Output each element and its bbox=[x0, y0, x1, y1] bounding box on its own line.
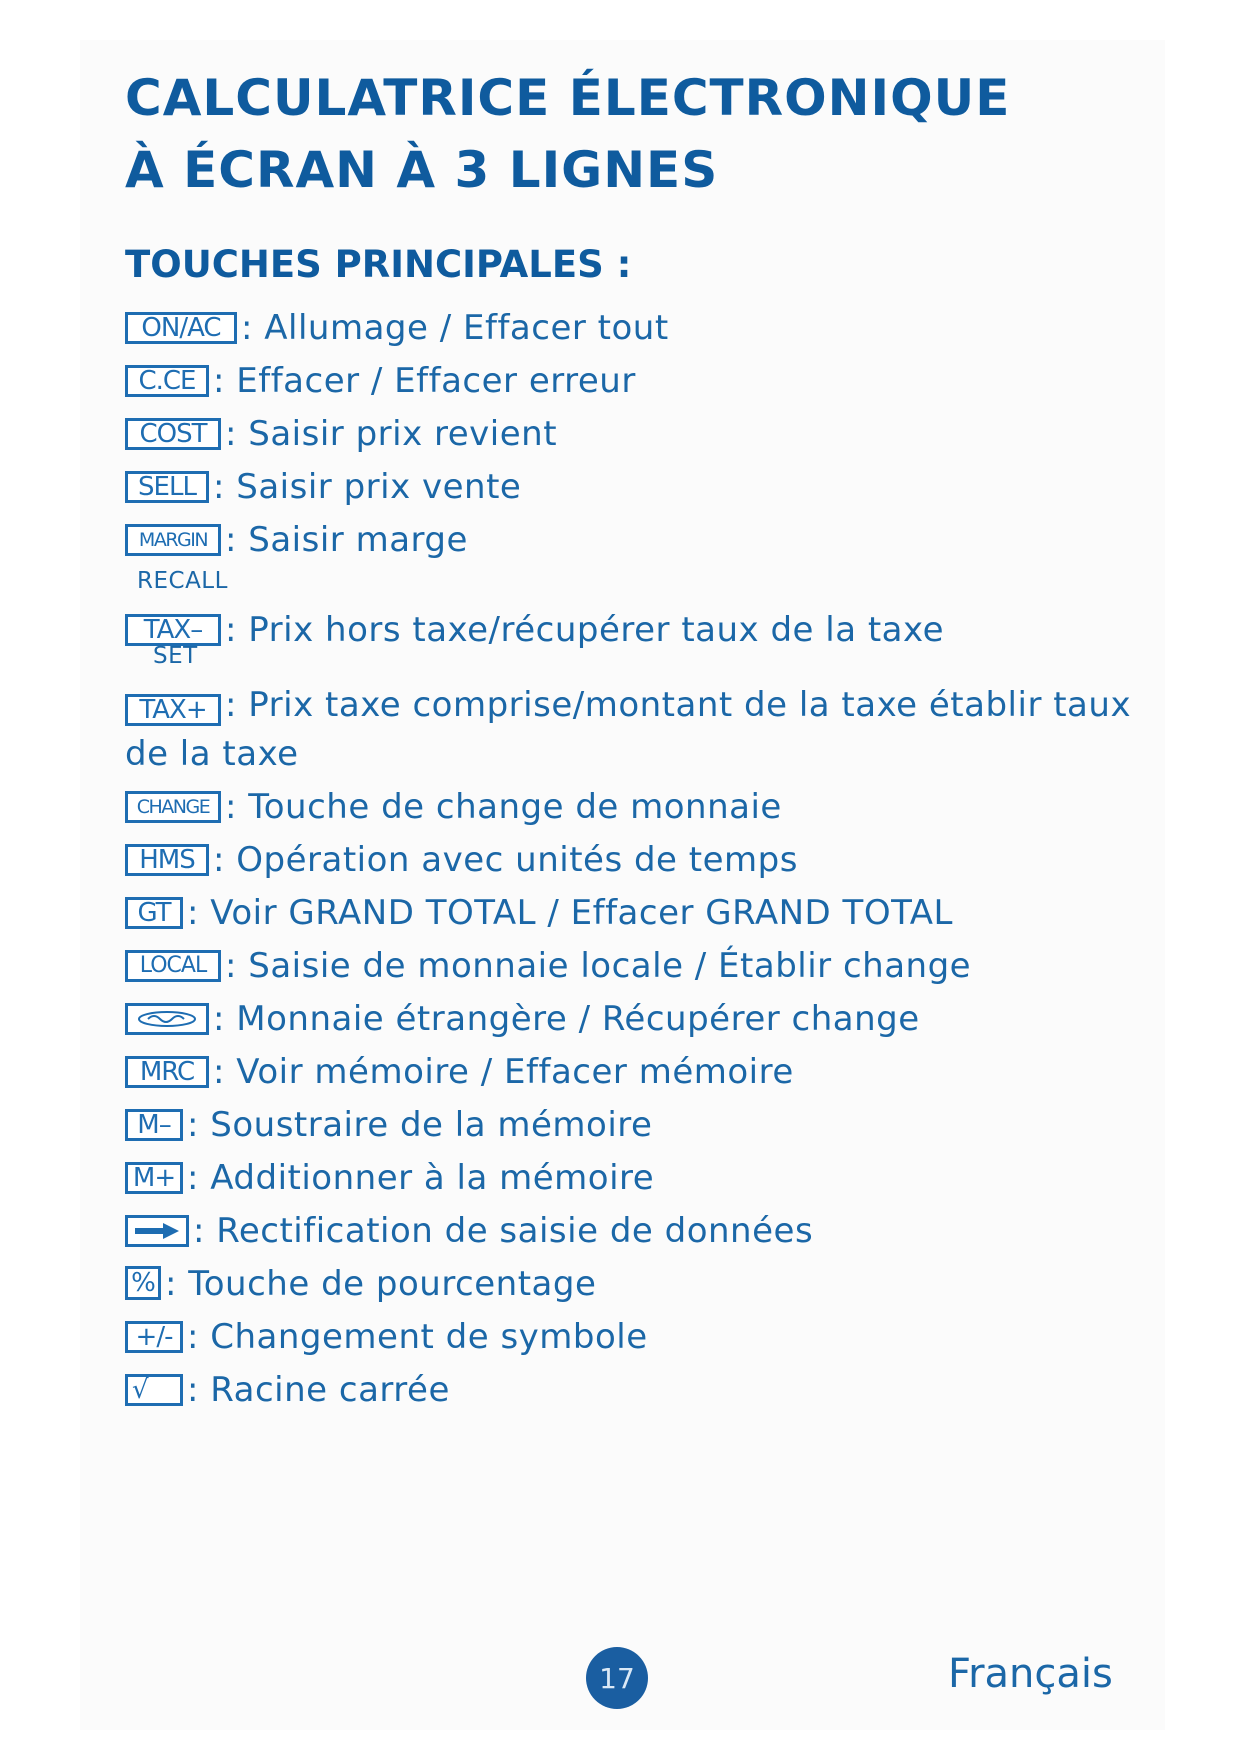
set-label: SET bbox=[153, 643, 198, 669]
key-description: : Voir mémoire / Effacer mémoire bbox=[213, 1052, 794, 1092]
tax-plus-key: TAX+ bbox=[125, 694, 221, 726]
foreign-currency-icon bbox=[134, 1009, 200, 1029]
key-row bbox=[125, 412, 1135, 456]
margin-key: MARGIN bbox=[125, 524, 221, 556]
key-description: : Allumage / Effacer tout bbox=[241, 308, 669, 348]
hms-key: HMS bbox=[125, 844, 209, 876]
key-row bbox=[125, 1156, 1135, 1200]
key-description: : Racine carrée bbox=[187, 1370, 450, 1410]
key-row bbox=[125, 643, 1135, 776]
key-description: : Changement de symbole bbox=[187, 1317, 648, 1357]
key-row bbox=[125, 891, 1135, 935]
arrow-right-icon bbox=[133, 1222, 181, 1240]
title-line-2: À ÉCRAN À 3 LIGNES bbox=[125, 141, 719, 199]
plus-minus-key: +/- bbox=[125, 1321, 183, 1353]
key-row bbox=[125, 785, 1135, 829]
recall-label: RECALL bbox=[137, 568, 228, 594]
key-row bbox=[125, 944, 1135, 988]
key-row bbox=[125, 1050, 1135, 1094]
key-description: : Additionner à la mémoire bbox=[187, 1158, 655, 1198]
percent-key: % bbox=[125, 1266, 161, 1300]
key-description: : Saisir prix vente bbox=[213, 467, 522, 507]
foreign-currency-key bbox=[125, 1003, 209, 1035]
language-label: Français bbox=[948, 1651, 1113, 1697]
page-title bbox=[125, 62, 1010, 206]
key-list bbox=[125, 306, 1135, 1412]
key-description: : Monnaie étrangère / Récupérer change bbox=[213, 999, 920, 1039]
key-description: : Saisir marge bbox=[225, 520, 468, 560]
key-description: : Saisie de monnaie locale / Établir change bbox=[225, 946, 972, 986]
key-description: : Opération avec unités de temps bbox=[213, 840, 798, 880]
key-description: : Prix hors taxe/récupérer taux de la taxe bbox=[225, 610, 945, 650]
key-row bbox=[125, 838, 1135, 882]
c-ce-key: C.CE bbox=[125, 365, 209, 397]
page-number-badge: 17 bbox=[586, 1647, 648, 1709]
gt-key: GT bbox=[125, 897, 183, 929]
cost-key: COST bbox=[125, 418, 221, 450]
key-description: : Soustraire de la mémoire bbox=[187, 1105, 653, 1145]
key-row bbox=[125, 1103, 1135, 1147]
title-line-1: CALCULATRICE ÉLECTRONIQUE bbox=[125, 69, 1011, 127]
key-row bbox=[125, 306, 1135, 350]
key-row bbox=[125, 1209, 1135, 1253]
key-description: : Voir GRAND TOTAL / Effacer GRAND TOTAL bbox=[187, 893, 953, 933]
tax-minus-key: TAX– bbox=[125, 614, 221, 646]
key-row bbox=[125, 359, 1135, 403]
section-title: TOUCHES PRINCIPALES : bbox=[125, 243, 632, 286]
key-row bbox=[125, 1368, 1135, 1412]
local-key: LOCAL bbox=[125, 950, 221, 982]
key-description: : Touche de pourcentage bbox=[165, 1264, 597, 1304]
key-description: : Rectification de saisie de données bbox=[193, 1211, 814, 1251]
sell-key: SELL bbox=[125, 471, 209, 503]
key-description: : Saisir prix revient bbox=[225, 414, 558, 454]
m-minus-key: M– bbox=[125, 1109, 183, 1141]
square-root-key: √ bbox=[125, 1374, 183, 1406]
mrc-key: MRC bbox=[125, 1056, 209, 1088]
key-row bbox=[125, 568, 1135, 652]
correction-key bbox=[125, 1215, 189, 1247]
on-ac-key: ON/AC bbox=[125, 312, 237, 344]
m-plus-key: M+ bbox=[125, 1162, 183, 1194]
key-row bbox=[125, 465, 1135, 509]
key-row bbox=[125, 518, 1135, 562]
key-row bbox=[125, 997, 1135, 1041]
key-description: : Effacer / Effacer erreur bbox=[213, 361, 636, 401]
change-key: CHANGE bbox=[125, 791, 221, 823]
key-row bbox=[125, 1262, 1135, 1306]
key-row bbox=[125, 1315, 1135, 1359]
key-description: : Touche de change de monnaie bbox=[225, 787, 782, 827]
key-description: : Prix taxe comprise/montant de la taxe établir taux de la taxe bbox=[125, 685, 1132, 774]
